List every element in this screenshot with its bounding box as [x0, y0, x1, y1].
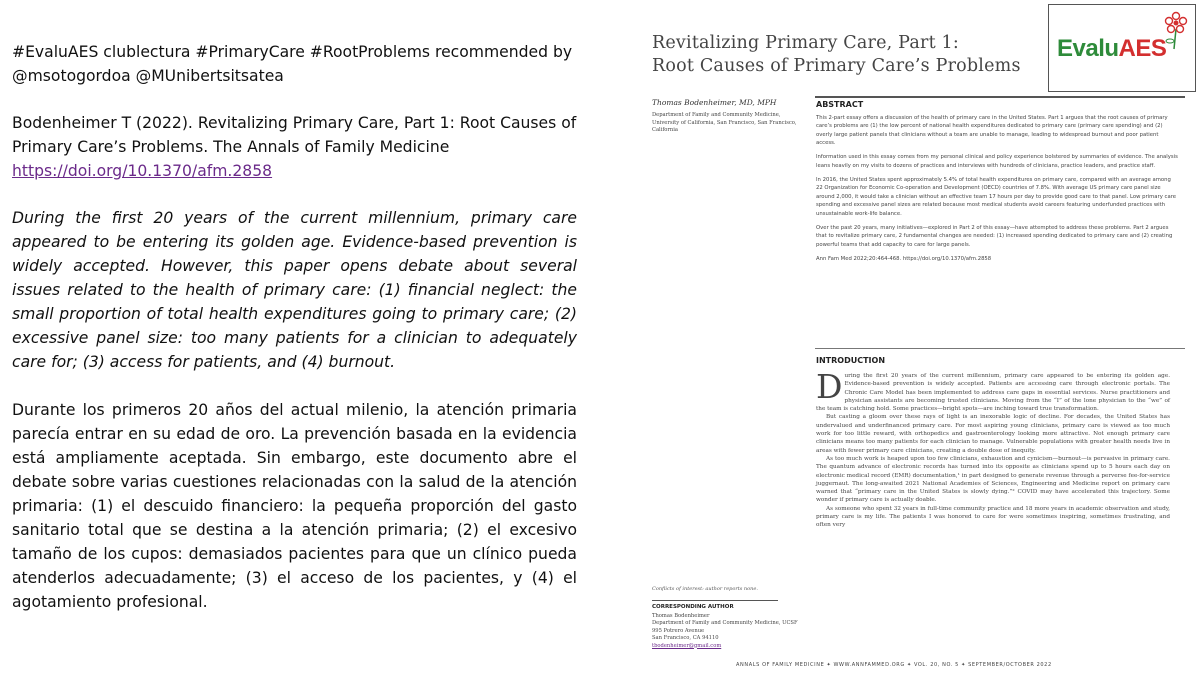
- corr-line: Department of Family and Community Medicine, UCSF: [652, 620, 798, 627]
- abstract-paragraph: Over the past 20 years, many initiatives—explored in Part 2 of this essay—have attempted to address these problems. Part 2 argues that to revitalize primary care, 2 fundamental changes are needed: (1) increased spending dedicated to primary care and (2) creating powerful teams that add capacity to care for large panels.: [816, 224, 1173, 248]
- abstract-paragraph: Information used in this essay comes from my personal clinical and policy experience bolstered by summaries of evidence. The analysis leans heavily on my visits to dozens of practices and interviews with hundreds of clinicians, practice leaders, and practice staff.: [816, 154, 1178, 169]
- paper-title: [652, 32, 1021, 78]
- intro-paragraph: But casting a gloom over these rays of light is an inexorable logic of decline. For decades, the United States has undervalued and underfinanced primary care. For most aspiring young clinicians, primary care is viewed as too much work for too little reward, with orthopedics and gastroenterology looking more attractive. Not enough primary care clinicians means too many patients for each clinician to manage. Vulnerable populations with greater health needs live in areas with fewer primary care clinicians, creating a double dose of inequity.: [816, 414, 1170, 454]
- journal-reference: Ann Fam Med 2022;20:464-468. https://doi.org/10.1370/afm.2858: [816, 255, 992, 262]
- hashtags-line: #EvaluAES clublectura #PrimaryCare #RootProblems recommended by @msotogordoa @MUnibertsitsatea: [12, 43, 573, 85]
- conflicts-of-interest: Conflicts of interest: author reports none.: [652, 586, 758, 592]
- paper-title-line2: Root Causes of Primary Care’s Problems: [652, 56, 1021, 76]
- abstract-paragraph: This 2-part essay offers a discussion of the health of primary care in the United States. Part 1 argues that the root causes of primary care’s problems are (1) the low percent of national health expenditures dedicated to primary care (primary care spending) and (2) overly large patient panels that clinicians without a team are unable to manage, leading to widespread burnout and poor patient access.: [816, 115, 1168, 147]
- corr-email[interactable]: tbodenheimer@gmail.com: [652, 642, 722, 649]
- intro-rule: [815, 348, 1185, 349]
- evaluaes-logo: [1048, 4, 1196, 92]
- abstract-heading: ABSTRACT: [816, 100, 864, 109]
- doi-link[interactable]: https://doi.org/10.1370/afm.2858: [12, 162, 273, 180]
- drop-cap: D: [816, 367, 843, 406]
- corresponding-rule: [652, 600, 778, 601]
- citation-text: Bodenheimer T (2022). Revitalizing Primary Care, Part 1: Root Causes of Primary Care’s Problems. The Annals of Family Medicine: [12, 114, 577, 156]
- corr-line: San Francisco, CA 94110: [652, 635, 719, 642]
- abstract-rule: [815, 96, 1185, 98]
- abstract-paragraph: In 2016, the United States spent approximately 5.4% of total health expenditures on primary care, compared with an average among 22 Organization for Economic Co-operation and Development (OECD) countries of 7.8%. With average US primary care panel size around 2,000, it would take a clinician without an effective team 17 hours per day to provide good care to that panel. Low primary care spending and excessive panel sizes are related because most medical students avoid careers featuring underfunded practices with unsustainable work-life balance.: [816, 177, 1177, 217]
- corresponding-heading: CORRESPONDING AUTHOR: [652, 604, 734, 610]
- intro-paragraph-text: uring the first 20 years of the current millennium, primary care appeared to be entering its golden age. Evidence-based prevention is widely accepted. Patients are accessing care through electronic portals. The Chronic Care Model has been implemented to address care gaps in essential services. Nurse practitioners and physician assistants are becoming trusted clinicians. Moving from the “I” of the lone physician to the “we” of the team is catching hold. Some practices—bright spots—are inching toward true transformation.: [816, 373, 1170, 413]
- journal-footer: ANNALS OF FAMILY MEDICINE ✦ WWW.ANNFAMMED.ORG ✦ VOL. 20, NO. 5 ✦ SEPTEMBER/OCTOBER 2022: [736, 662, 1052, 668]
- intro-paragraph: [816, 367, 1170, 413]
- logo-text-evalu: Evalu: [1057, 35, 1119, 62]
- logo-wordmark: [1057, 35, 1166, 63]
- paper-title-line1: Revitalizing Primary Care, Part 1:: [652, 33, 959, 53]
- intro-paragraph: As someone who spent 32 years in full-time community practice and 18 more years in academic observation and study, primary care is my life. The patients I was honored to care for were sometimes inspiring, sometimes frustrating, and often very: [816, 505, 1170, 529]
- summary-english: During the first 20 years of the current millennium, primary care appeared to be entering its golden age. Evidence-based prevention is widely accepted. However, this paper opens debate about several issues related to the health of primary care: (1) financial neglect: the small proportion of total health expenditures going to primary care; (2) excessive panel size: too many patients for a clinician to adequately care for; (3) access for patients, and (4) burnout.: [12, 209, 577, 371]
- abstract-body: [816, 114, 1178, 269]
- corr-line: Thomas Bodenheimer: [652, 613, 710, 619]
- intro-body: [816, 367, 1170, 530]
- post-text: [12, 40, 577, 614]
- logo-text-aes: AES: [1118, 35, 1167, 62]
- intro-heading: INTRODUCTION: [816, 356, 886, 365]
- summary-spanish: Durante los primeros 20 años del actual milenio, la atención primaria parecía entrar en su edad de oro. La prevención basada en la evidencia está ampliamente aceptada. Sin embargo, este documento abre el debate sobre varias cuestiones relacionadas con la salud de la atención primaria: (1) el descuido financiero: la pequeña proporción del gasto sanitario total que se destina a la atención primaria; (2) el excesivo tamaño de los cupos: demasiados pacientes para que un clínico pueda atenderlos adecuadamente; (3) el acceso de los pacientes, y (4) el agotamiento profesional.: [12, 401, 577, 611]
- corr-line: 995 Potrero Avenue: [652, 627, 705, 634]
- intro-paragraph: As too much work is heaped upon too few clinicians, exhaustion and cynicism—burnout—is pervasive in primary care. The quantum advance of electronic records has turned into its opposite as clinicians spend up to 5 hours each day on electronic medical record (EMR) documentation,¹ in part designed to generate revenue through a perverse fee-for-service juggernaut. The long-awaited 2021 National Academies of Sciences, Engineering and Medicine report on primary care warned that “primary care in the United States is slowly dying.”² COVID may have accelerated this trajectory. Some wonder if primary care is actually doable.: [816, 455, 1170, 504]
- paper-author: Thomas Bodenheimer, MD, MPH: [652, 98, 777, 107]
- paper-page: [636, 0, 1200, 673]
- citation: [12, 111, 577, 183]
- paper-affiliation: Department of Family and Community Medicine, University of California, San Francisco, San Francisco, California: [652, 112, 797, 133]
- corresponding-author-info: [652, 613, 798, 650]
